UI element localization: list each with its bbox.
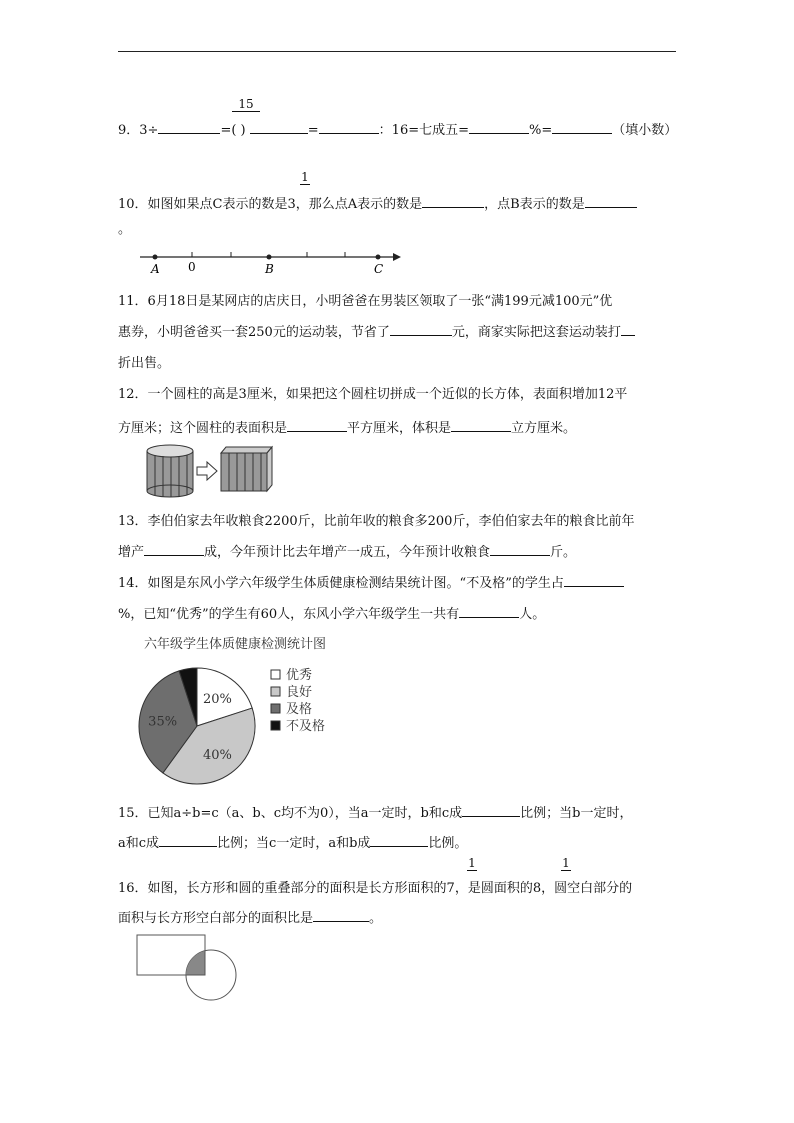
- legend-label: 优秀: [286, 668, 313, 683]
- rectangle-circle-figure: [135, 933, 245, 1008]
- point-C-label: C: [374, 262, 384, 276]
- answer-blank[interactable]: [469, 121, 529, 134]
- text: 面积与长方形空白部分的面积比是: [118, 911, 314, 926]
- legend-label: 及格: [286, 702, 313, 717]
- question-9: [118, 119, 677, 138]
- answer-blank[interactable]: [313, 909, 369, 922]
- text: 人。: [519, 607, 546, 622]
- text: ，点B表示的数是: [484, 197, 585, 212]
- legend-swatch: [271, 721, 280, 730]
- text: ，圆空白部分的: [541, 881, 633, 896]
- text: ：16=七成五=: [378, 123, 469, 138]
- answer-blank[interactable]: [370, 834, 428, 847]
- answer-blank[interactable]: [422, 195, 484, 208]
- answer-blank[interactable]: [319, 121, 379, 134]
- text: =: [307, 123, 319, 138]
- answer-blank[interactable]: [390, 323, 452, 336]
- text: 增产: [118, 545, 145, 560]
- fraction-denominator: 3: [287, 197, 296, 212]
- answer-blank[interactable]: [585, 195, 637, 208]
- question-15: [118, 802, 633, 821]
- header-rule: [118, 51, 676, 52]
- text: 16．如图，长方形和圆的重叠部分的面积是长方形面积的: [118, 881, 447, 896]
- text: 。: [118, 222, 132, 237]
- cylinder-to-cuboid-figure: [145, 443, 275, 498]
- question-15-line2: [118, 832, 467, 851]
- question-13: 13．李伯伯家去年收粮食2200斤，比前年收的粮食多200斤，李伯伯家去年的粮食比前年: [118, 514, 635, 529]
- text: 比例；当c一定时，a和b成: [217, 836, 371, 851]
- answer-blank[interactable]: [459, 605, 519, 618]
- chart-title: 六年级学生体质健康检测统计图: [144, 637, 327, 652]
- text: 斤。: [550, 545, 577, 560]
- legend-label: 不及格: [286, 719, 326, 734]
- text: 成，今年预计比去年增产一成五，今年预计收粮食: [204, 545, 491, 560]
- answer-blank[interactable]: [462, 804, 520, 817]
- answer-blank[interactable]: [158, 121, 220, 134]
- text: %=: [529, 123, 553, 138]
- question-16: [118, 877, 632, 896]
- text: 元，商家实际把这套运动装打: [451, 325, 621, 340]
- answer-blank[interactable]: [159, 834, 217, 847]
- legend-swatch: [271, 687, 280, 696]
- fraction-denominator: 8: [532, 881, 542, 896]
- question-14-line2: [118, 603, 545, 622]
- text: =: [220, 123, 232, 138]
- text: ，是圆面积的: [454, 881, 533, 896]
- question-11-line2: [118, 321, 635, 340]
- text: 9．3÷: [118, 123, 159, 138]
- text: 。: [369, 911, 383, 926]
- text: 方厘米；这个圆柱的表面积是: [118, 421, 288, 436]
- text: 15．已知a÷b=c（a、b、c均不为0），当a一定时，b和c成: [118, 806, 463, 821]
- question-12: 12．一个圆柱的高是3厘米，如果把这个圆柱切拼成一个近似的长方体，表面积增加12平: [118, 387, 628, 402]
- fraction-numerator: 1: [468, 856, 476, 870]
- point-B-label: B: [265, 262, 274, 276]
- question-13-line2: [118, 541, 576, 560]
- number-line: [135, 248, 410, 276]
- text: 14．如图是东风小学六年级学生体质健康检测结果统计图。“不及格”的学生占: [118, 576, 564, 591]
- legend-swatch: [271, 704, 280, 713]
- slice-label: 40%: [203, 748, 232, 764]
- question-10: [118, 193, 637, 212]
- legend-label: 良好: [286, 685, 313, 700]
- text: （填小数）: [612, 123, 678, 138]
- zero-label: 0: [188, 260, 196, 274]
- answer-blank[interactable]: [552, 121, 612, 134]
- text: a和c成: [118, 836, 160, 851]
- question-14: [118, 572, 624, 591]
- answer-blank[interactable]: [621, 323, 635, 336]
- point-A-label: A: [151, 262, 160, 276]
- text: 折出售。: [118, 356, 171, 371]
- text: 比例；当b一定时，: [520, 806, 633, 821]
- text: 立方厘米。: [511, 421, 577, 436]
- answer-blank[interactable]: [250, 121, 308, 134]
- answer-blank[interactable]: [287, 419, 347, 432]
- text: 10．如图如果点C表示的数是: [118, 197, 288, 212]
- fraction-numerator: 1: [301, 170, 309, 184]
- answer-blank[interactable]: [490, 543, 550, 556]
- pie-chart: [110, 632, 370, 792]
- slice-label: 35%: [148, 714, 178, 730]
- question-16-line2: [118, 907, 382, 926]
- slice-label: 20%: [203, 691, 232, 707]
- text: ，那么点A表示的数是: [295, 197, 423, 212]
- fraction-denominator: ( ): [231, 123, 246, 138]
- text: %，已知“优秀”的学生有60人，东风小学六年级学生一共有: [118, 607, 460, 622]
- text: 比例。: [428, 836, 468, 851]
- fraction-numerator: 15: [232, 97, 260, 112]
- fraction-numerator: 1: [562, 856, 570, 870]
- text: 惠券，小明爸爸买一套250元的运动装，节省了: [118, 325, 390, 340]
- legend-swatch: [271, 670, 280, 679]
- fraction-denominator: 7: [446, 881, 455, 896]
- answer-blank[interactable]: [144, 543, 204, 556]
- text: 平方厘米，体积是: [347, 421, 452, 436]
- question-11: 11．6月18日是某网店的店庆日，小明爸爸在男装区领取了一张“满199元减100元”优: [118, 294, 613, 309]
- answer-blank[interactable]: [451, 419, 511, 432]
- answer-blank[interactable]: [564, 574, 624, 587]
- question-12-line2: [118, 417, 576, 436]
